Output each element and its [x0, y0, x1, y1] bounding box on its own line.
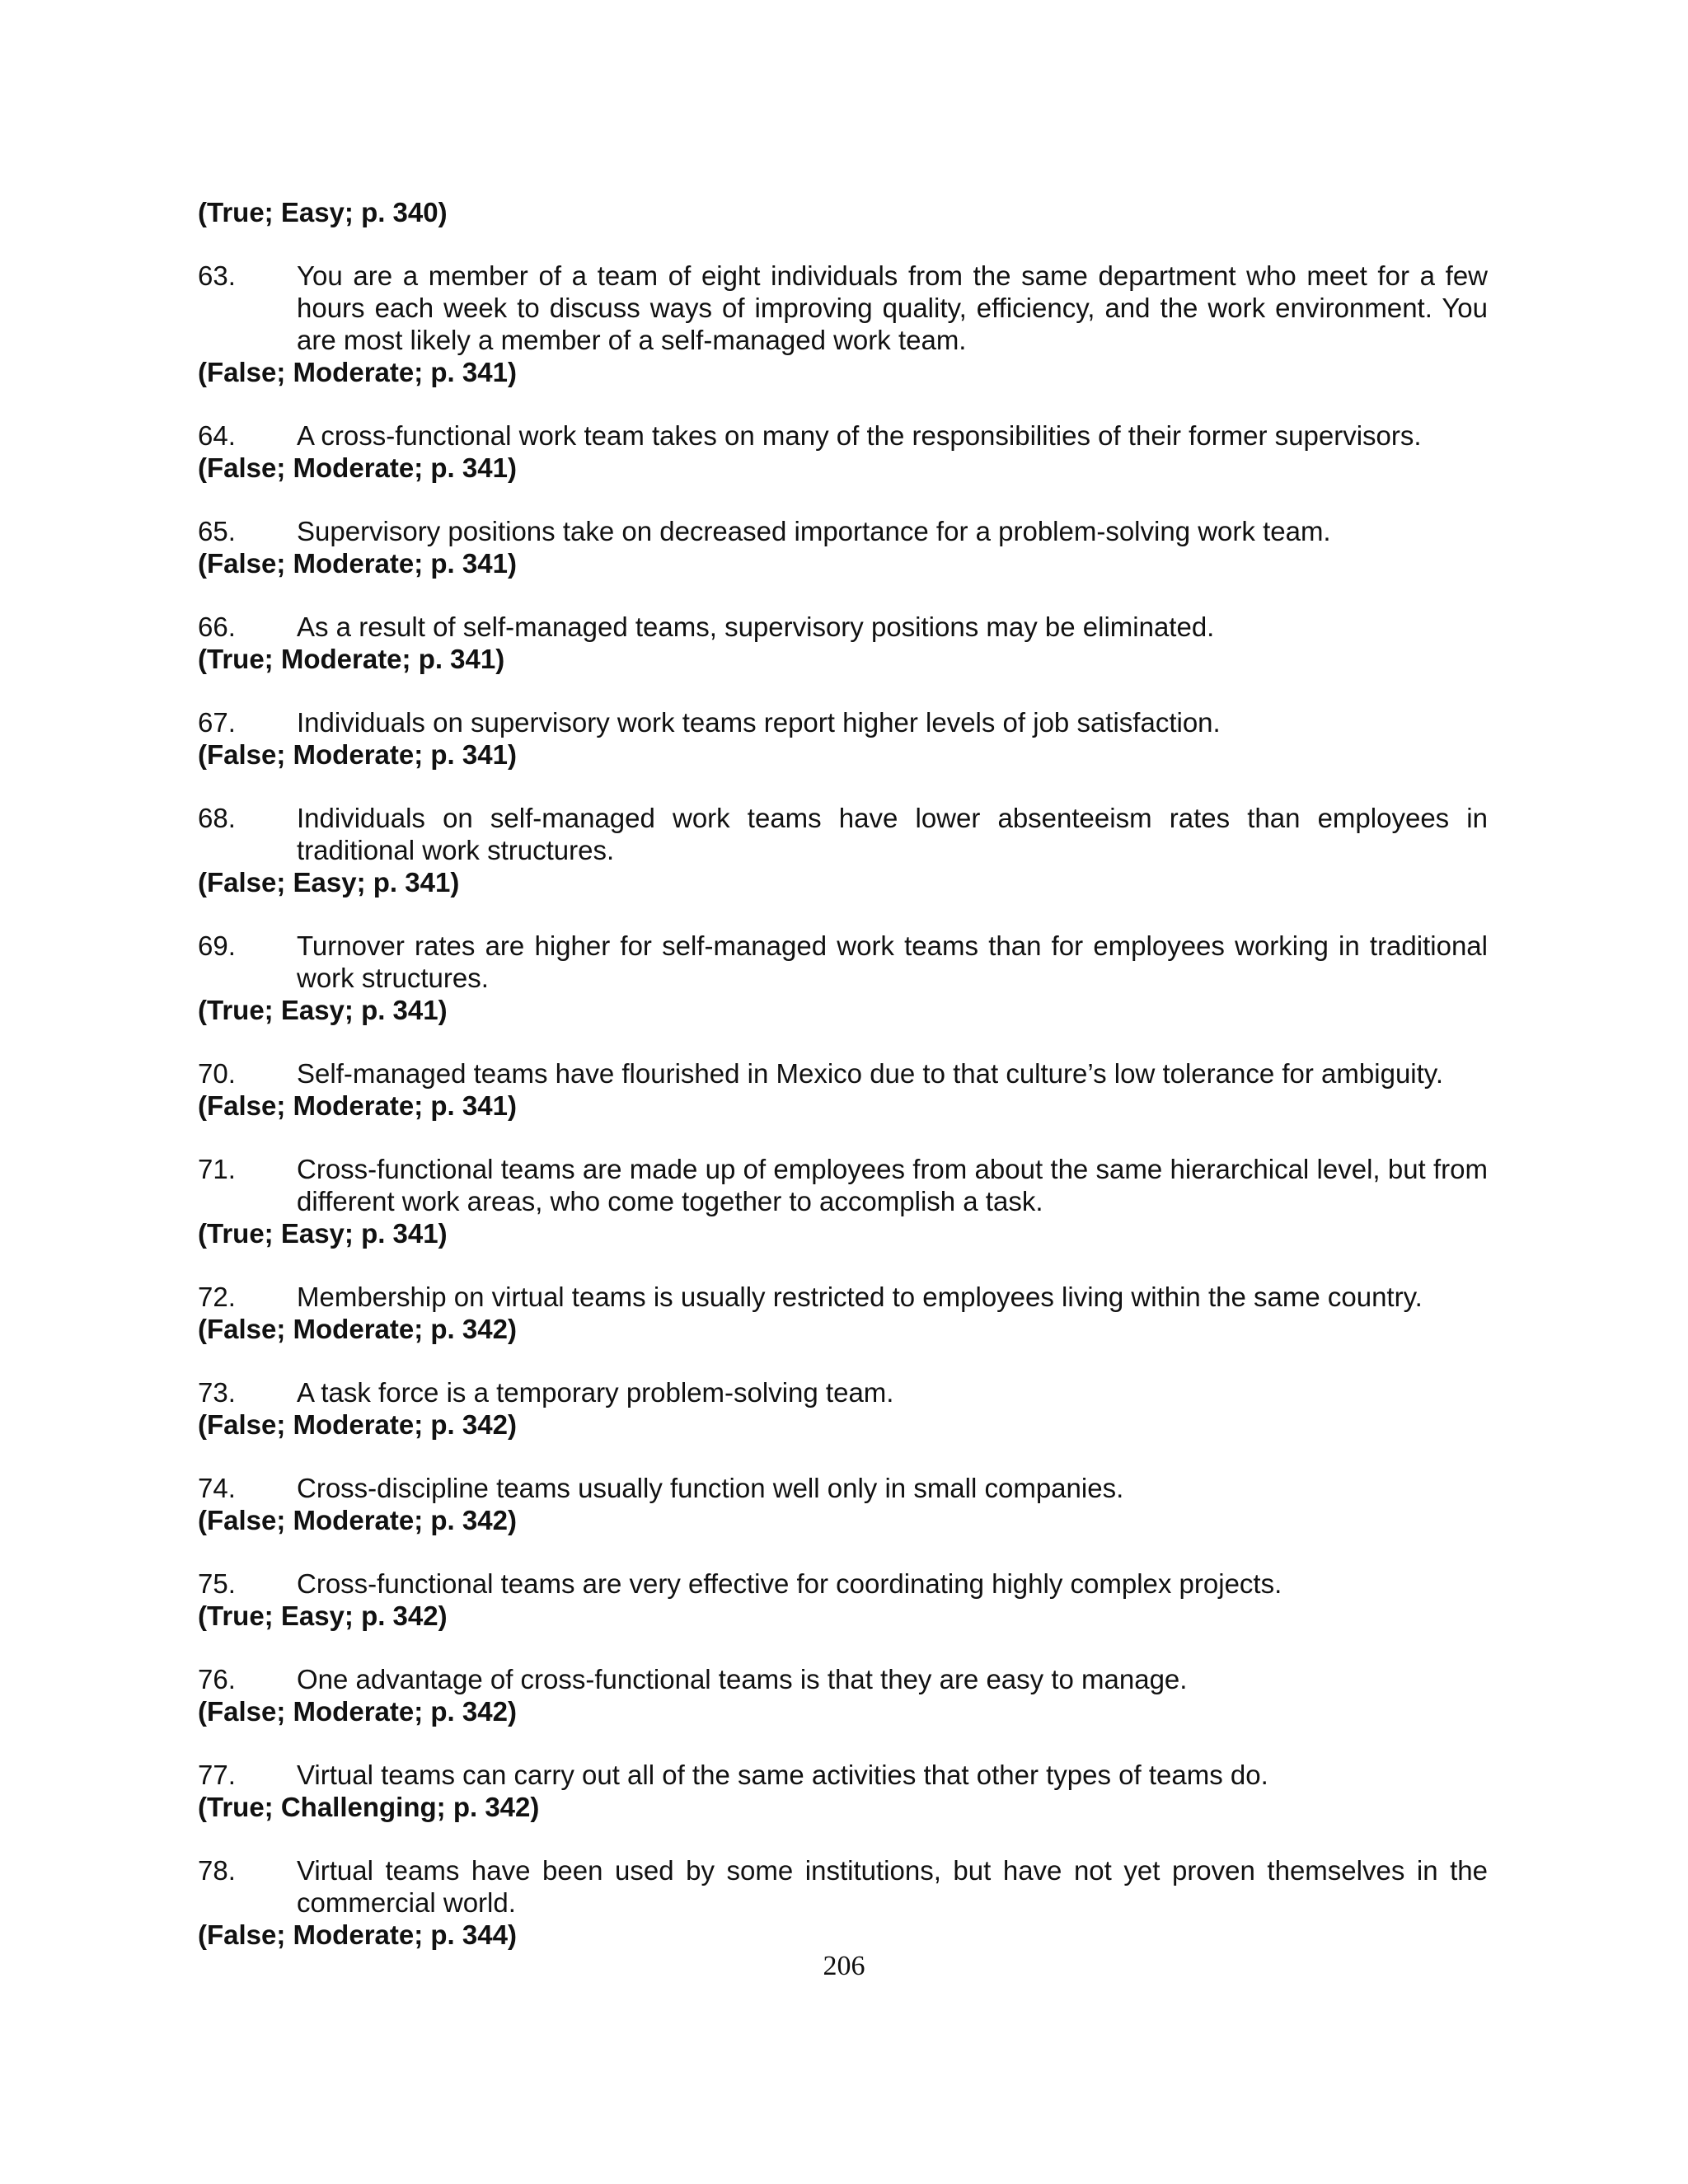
question-row	[198, 1568, 1488, 1600]
question-text: One advantage of cross-functional teams is that they are easy to manage.	[297, 1664, 1188, 1694]
question-row	[198, 1376, 1488, 1408]
question-item	[198, 1376, 1488, 1441]
question-text: As a result of self-managed teams, supervisory positions may be eliminated.	[297, 612, 1215, 642]
page-number: 206	[823, 1951, 865, 1981]
question-row	[198, 1854, 1488, 1919]
answer-key: (False; Moderate; p. 341)	[198, 452, 517, 483]
question-item	[198, 1663, 1488, 1727]
answer-key: (False; Moderate; p. 342)	[198, 1505, 517, 1535]
question-number: 66.	[198, 612, 236, 642]
answer-key: (True; Easy; p. 341)	[198, 1218, 448, 1249]
question-text: Membership on virtual teams is usually restricted to employees living within the same country.	[297, 1282, 1423, 1312]
question-row	[198, 611, 1488, 643]
question-number: 78.	[198, 1855, 236, 1886]
answer-key: (False; Moderate; p. 341)	[198, 357, 517, 387]
question-text: A task force is a temporary problem-solving team.	[297, 1377, 894, 1408]
answer-key: (True; Challenging; p. 342)	[198, 1792, 540, 1822]
question-row	[198, 515, 1488, 547]
question-item	[198, 611, 1488, 675]
answer-key: (False; Moderate; p. 342)	[198, 1409, 517, 1440]
answer-key: (False; Moderate; p. 342)	[198, 1314, 517, 1344]
question-item	[198, 1854, 1488, 1951]
question-row	[198, 930, 1488, 994]
answer-key: (False; Moderate; p. 341)	[198, 739, 517, 770]
question-item	[198, 1472, 1488, 1536]
question-number: 63.	[198, 260, 236, 291]
question-number: 68.	[198, 803, 236, 833]
question-row	[198, 802, 1488, 866]
answer-key: (False; Moderate; p. 342)	[198, 1696, 517, 1727]
answer-key: (False; Moderate; p. 341)	[198, 548, 517, 579]
question-row	[198, 1759, 1488, 1791]
question-row	[198, 706, 1488, 738]
question-number: 64.	[198, 420, 236, 451]
answer-key: (True; Moderate; p. 341)	[198, 644, 505, 674]
question-text: Cross-functional teams are made up of employees from about the same hierarchical level, but from different work areas, who come together to accomplish a task.	[297, 1154, 1488, 1216]
question-number: 70.	[198, 1058, 236, 1089]
answer-key: (True; Easy; p. 342)	[198, 1601, 448, 1631]
question-text: Virtual teams have been used by some institutions, but have not yet proven themselves in the commercial world.	[297, 1855, 1488, 1918]
question-text: Cross-discipline teams usually function well only in small companies.	[297, 1473, 1124, 1503]
question-number: 74.	[198, 1473, 236, 1503]
question-text: A cross-functional work team takes on many of the responsibilities of their former supervisors.	[297, 420, 1422, 451]
question-item	[198, 1568, 1488, 1632]
question-number: 65.	[198, 516, 236, 546]
question-item	[198, 1153, 1488, 1249]
question-item	[198, 802, 1488, 898]
question-text: Virtual teams can carry out all of the same activities that other types of teams do.	[297, 1760, 1268, 1790]
question-row	[198, 1663, 1488, 1695]
question-item	[198, 515, 1488, 579]
question-list	[198, 260, 1488, 1951]
answer-key: (False; Moderate; p. 344)	[198, 1919, 517, 1950]
question-item	[198, 1281, 1488, 1345]
question-item	[198, 930, 1488, 1026]
question-item	[198, 1057, 1488, 1122]
question-text: Individuals on supervisory work teams report higher levels of job satisfaction.	[297, 707, 1221, 738]
question-text: Supervisory positions take on decreased importance for a problem-solving work team.	[297, 516, 1331, 546]
answer-key: (False; Easy; p. 341)	[198, 867, 460, 898]
answer-key: (False; Moderate; p. 341)	[198, 1090, 517, 1121]
question-item	[198, 1759, 1488, 1823]
question-number: 76.	[198, 1664, 236, 1694]
question-number: 71.	[198, 1154, 236, 1184]
answer-key: (True; Easy; p. 340)	[198, 197, 448, 227]
question-number: 67.	[198, 707, 236, 738]
question-number: 69.	[198, 930, 236, 961]
question-item	[198, 706, 1488, 771]
answer-key: (True; Easy; p. 341)	[198, 995, 448, 1025]
question-text: Self-managed teams have flourished in Mexico due to that culture’s low tolerance for ambiguity.	[297, 1058, 1444, 1089]
question-text: Individuals on self-managed work teams have lower absenteeism rates than employees in traditional work structures.	[297, 803, 1488, 865]
document-page	[198, 196, 1488, 1982]
question-number: 77.	[198, 1760, 236, 1790]
question-row	[198, 1472, 1488, 1504]
question-text: Turnover rates are higher for self-managed work teams than for employees working in traditional work structures.	[297, 930, 1488, 993]
question-item	[198, 419, 1488, 484]
question-row	[198, 1281, 1488, 1313]
question-text: You are a member of a team of eight individuals from the same department who meet for a few hours each week to discuss ways of improving quality, efficiency, and the work environment. You are most likely a member of a self-managed work team.	[297, 260, 1488, 355]
question-number: 72.	[198, 1282, 236, 1312]
question-row	[198, 419, 1488, 452]
question-number: 73.	[198, 1377, 236, 1408]
question-text: Cross-functional teams are very effective for coordinating highly complex projects.	[297, 1568, 1282, 1599]
question-item	[198, 260, 1488, 388]
question-row	[198, 260, 1488, 356]
question-row	[198, 1153, 1488, 1217]
question-number: 75.	[198, 1568, 236, 1599]
question-row	[198, 1057, 1488, 1090]
